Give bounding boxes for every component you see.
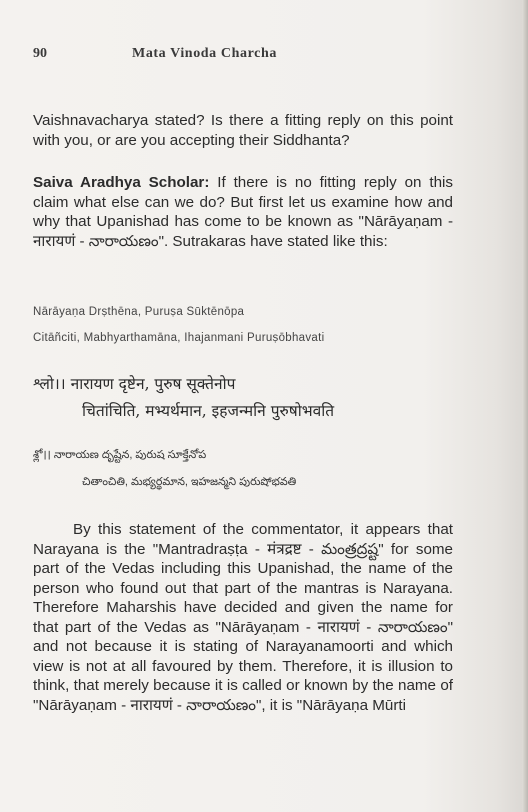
page-number: 90 — [33, 46, 47, 61]
paragraph-3: By this statement of the commentator, it appears that Narayana is the "Mantradraṣṭa - मंत्रद्रष्ट - మంత్రద్రష్ట" for some part of the Vedas including this Upanishad, the name of the person who found out that part of the mantras is Narayana. Therefore Maharshis have decided and given the name for that part of the Vedas as "Nārāyaṇam - नारायणं - నారాయణం" and not because it is stating of Narayanamoorti and which view is not at all favoured by them. Therefore, it is illusion to think, that merely because it is called or known by the name of "Nārāyaṇam - नारायणं - నారాయణం", it is "Nārāyaṇa Mūrti — [33, 521, 453, 714]
devanagari-verse-line-2: चितांचिति, मभ्यर्थमान, इहजन्मनि पुरुषोभवति — [82, 402, 335, 420]
telugu-verse-line-2: చితాంచితి, మభ్యర్థమాన, ఇహజన్మని పురుషోభవతి — [82, 476, 297, 488]
page-header — [33, 46, 488, 66]
paragraph-1: Vaishnavacharya stated? Is there a fitting reply on this point with you, or are you accepting their Siddhanta? — [33, 112, 453, 149]
devanagari-verse-line-1: श्लो।। नारायण दृष्टेन, पुरुष सूक्तेनोप — [33, 375, 236, 393]
paragraph-2-text: If there is no fitting reply on this claim what else can we do? But first let us examine how and why that Upanishad has come to be known as "Nārāyaṇam - नारायणं - నారాయణం". Sutrakaras have stated like this: — [33, 174, 454, 250]
telugu-verse-line-1: శ్లో।। నారాయణ దృష్టేన, పురుష సూక్తేనోప — [33, 449, 207, 461]
running-title: Mata Vinoda Charcha — [132, 46, 277, 61]
page-edge — [522, 0, 528, 812]
transliteration-line-1: Nārāyaṇa Drṣthēna, Puruṣa Sūktēnōpa — [33, 306, 245, 318]
speaker-label: Saiva Aradhya Scholar: — [33, 174, 210, 191]
paragraph-2 — [33, 173, 453, 251]
transliteration-line-2: Citāñciti, Mabhyarthamāna, Ihajanmani Puruṣōbhavati — [33, 332, 325, 344]
